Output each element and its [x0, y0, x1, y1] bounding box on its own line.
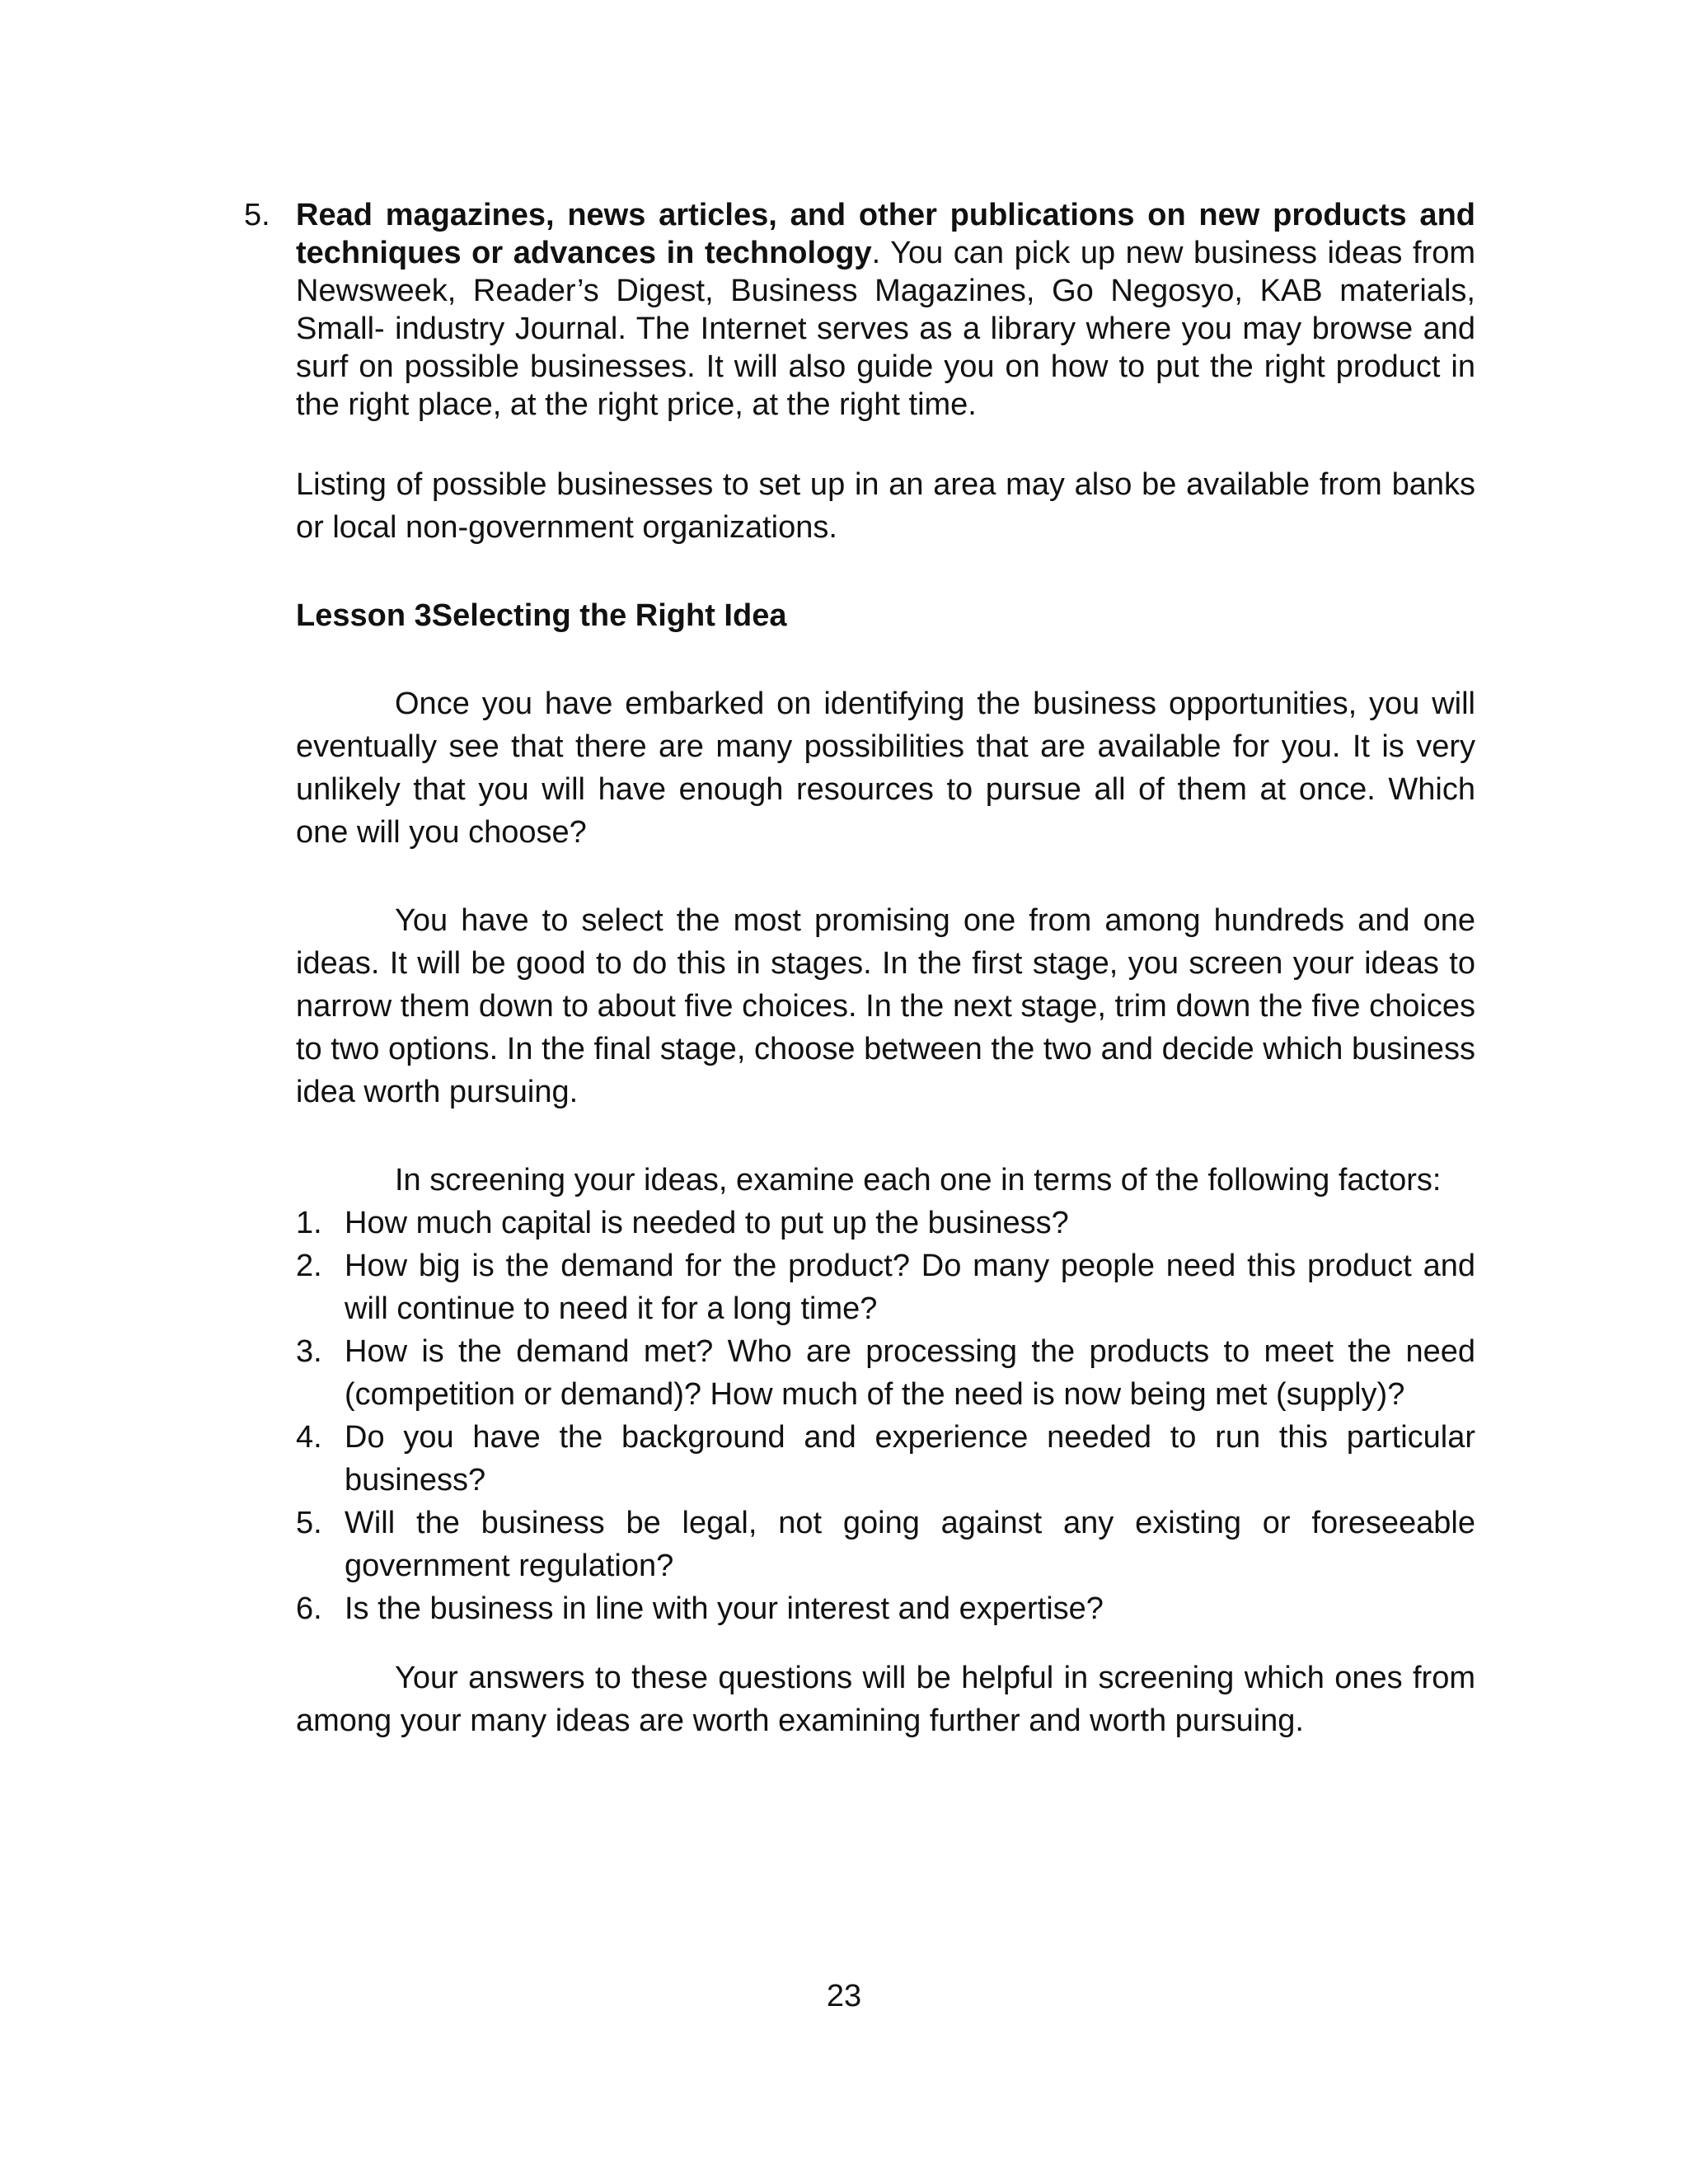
list-item-bold-lead: Read magazines, news articles, and other publications on new products and techniques or advances in technology	[296, 198, 1475, 270]
factor-item	[296, 1502, 1475, 1587]
factor-number: 5.	[296, 1506, 322, 1540]
factor-number: 3.	[296, 1334, 322, 1369]
factor-text: Do you have the background and experience needed to run this particular business?	[345, 1420, 1475, 1497]
factor-item	[296, 1244, 1475, 1330]
lesson-heading: Lesson 3Selecting the Right Idea	[296, 598, 787, 633]
factor-item	[296, 1416, 1475, 1502]
factor-item	[296, 1202, 1475, 1244]
factor-number: 1.	[296, 1206, 322, 1240]
list-item-5	[244, 196, 1475, 424]
closing-paragraph: Your answers to these questions will be helpful in screening which ones from among your many ideas are worth examining further and worth pursuing.	[296, 1661, 1475, 1738]
factor-item	[296, 1587, 1475, 1630]
list-item-text: . You can pick up new business ideas from Newsweek, Reader’s Digest, Business Magazines, Go Negosyo, KAB materials, Small- industry Journal. The Internet serves as a library where you may browse and surf on possible businesses. It will also guide you on how to put the right product in the right place, at the right price, at the right time.	[296, 236, 1475, 422]
factor-text: How big is the demand for the product? Do many people need this product and will continue to need it for a long time?	[345, 1249, 1475, 1326]
factor-text: How is the demand met? Who are processing the products to meet the need (competition or demand)? How much of the need is now being met (supply)?	[345, 1334, 1475, 1412]
page-content	[244, 196, 1475, 1742]
paragraph-screening-intro: In screening your ideas, examine each one in terms of the following factors:	[395, 1163, 1442, 1197]
list-item-number: 5.	[244, 198, 270, 232]
page-number: 23	[826, 1979, 862, 2013]
paragraph-embarked: Once you have embarked on identifying the business opportunities, you will eventually see that there are many possibilities that are available for you. It is very unlikely that you will have enough resources to pursue all of them at once. Which one will you choose?	[296, 687, 1475, 850]
listing-paragraph: Listing of possible businesses to set up in an area may also be available from banks or local non-government organizations.	[296, 467, 1475, 545]
factors-list	[296, 1202, 1475, 1630]
factor-item	[296, 1330, 1475, 1416]
factor-text: Is the business in line with your interest and expertise?	[345, 1591, 1104, 1626]
paragraph-select-promising: You have to select the most promising one from among hundreds and one ideas. It will be good to do this in stages. In the first stage, you screen your ideas to narrow them down to about five choices. In the next stage, trim down the five choices to two options. In the final stage, choose between the two and decide which business idea worth pursuing.	[296, 903, 1475, 1109]
factor-number: 6.	[296, 1591, 322, 1626]
factor-text: How much capital is needed to put up the business?	[345, 1206, 1069, 1240]
factor-text: Will the business be legal, not going against any existing or foreseeable government regulation?	[345, 1506, 1475, 1583]
factor-number: 2.	[296, 1249, 322, 1283]
factor-number: 4.	[296, 1420, 322, 1455]
